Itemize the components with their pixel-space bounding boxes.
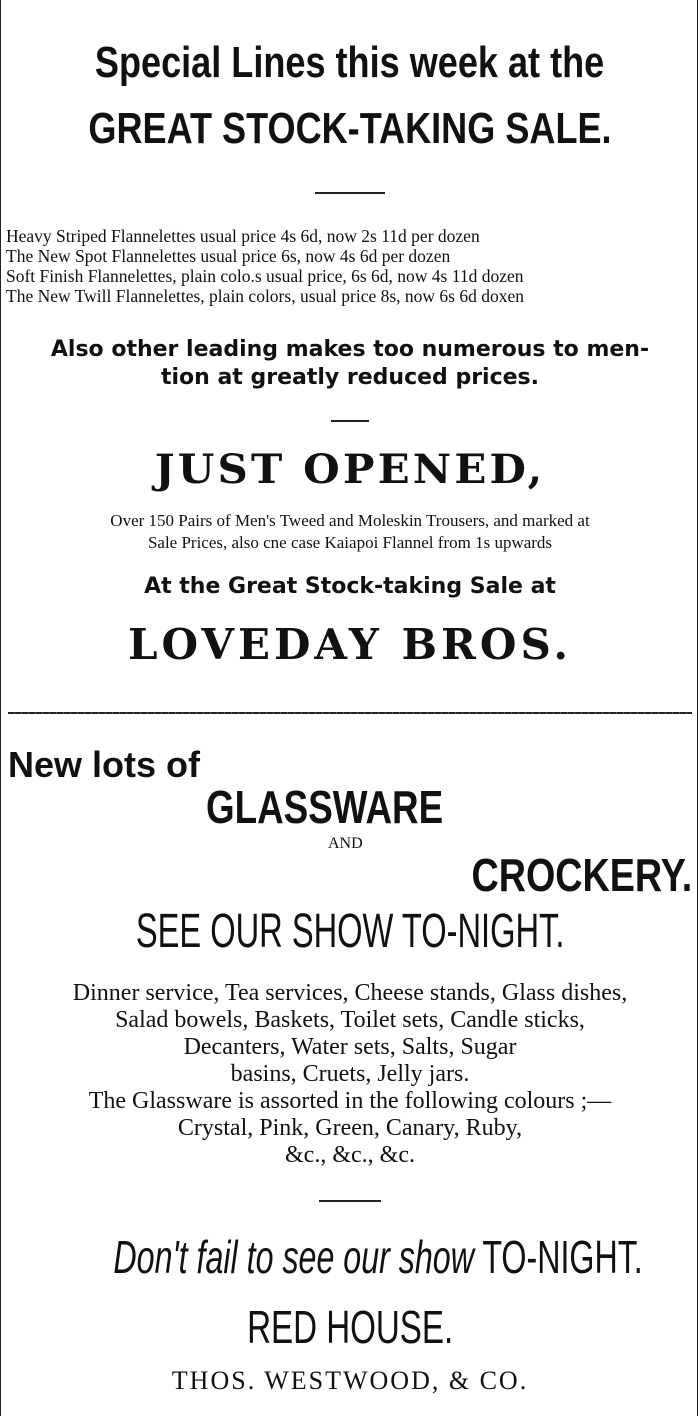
company-name: THOS. WESTWOOD, & CO.: [171, 1366, 529, 1395]
glassware-items-list: [0, 980, 700, 1169]
other-makes-notice: Also other leading makes too numerous to men- tion at greatly reduced prices.: [50, 337, 650, 390]
specials-list: [0, 226, 700, 306]
store-name: LOVEDAY BROS.: [128, 620, 572, 669]
headline-line-2: GREAT STOCK-TAKING SALE.: [88, 104, 612, 153]
short-rule: [0, 1200, 700, 1202]
items-line: Decanters, Water sets, Salts, Sugar: [183, 1034, 517, 1060]
just-opened-heading: JUST OPENED,: [154, 446, 546, 493]
see-show-heading: SEE OUR SHOW TO-NIGHT.: [135, 905, 565, 958]
new-lots-heading: New lots of: [8, 744, 201, 785]
trousers-notice: Over 150 Pairs of Men's Tweed and Moleskin Trousers, and marked at Sale Prices, also cne case Kaiapoi Flannel from 1s upwards: [110, 511, 590, 552]
items-line: Crystal, Pink, Green, Canary, Ruby,: [177, 1115, 523, 1141]
glassware-heading: GLASSWARE: [206, 781, 444, 833]
dont-fail-line: Don't fail to see our show TO-NIGHT.: [113, 1231, 643, 1283]
items-line: Salad bowels, Baskets, Toilet sets, Candle sticks,: [115, 1007, 585, 1033]
short-rule: [0, 192, 700, 194]
special-item: The New Twill Flannelettes, plain colors, usual price 8s, now 6s 6d doxen: [6, 286, 525, 306]
advertisement-divider: [8, 712, 692, 714]
sale-at-line: At the Great Stock-taking Sale at: [144, 574, 556, 599]
left-column-border: [0, 0, 1, 1416]
and-word: AND: [328, 835, 363, 852]
items-line: basins, Cruets, Jelly jars.: [230, 1061, 470, 1087]
red-house-name: RED HOUSE.: [246, 1301, 454, 1353]
special-item: Heavy Striped Flannelettes usual price 4s 6d, now 2s 11d per dozen: [6, 226, 480, 246]
items-line: &c., &c., &c.: [285, 1142, 415, 1168]
headline-line-1: Special Lines this week at the: [95, 38, 605, 87]
short-rule: [0, 420, 700, 422]
items-line: The Glassware is assorted in the following colours ;—: [88, 1088, 612, 1114]
right-column-border: [697, 0, 698, 1416]
crockery-heading: CROCKERY.: [471, 849, 692, 901]
special-item: The New Spot Flannelettes usual price 6s, now 4s 6d per dozen: [6, 246, 451, 266]
items-line: Dinner service, Tea services, Cheese stands, Glass dishes,: [72, 980, 628, 1006]
special-item: Soft Finish Flannelettes, plain colo.s usual price, 6s 6d, now 4s 11d dozen: [6, 266, 524, 286]
